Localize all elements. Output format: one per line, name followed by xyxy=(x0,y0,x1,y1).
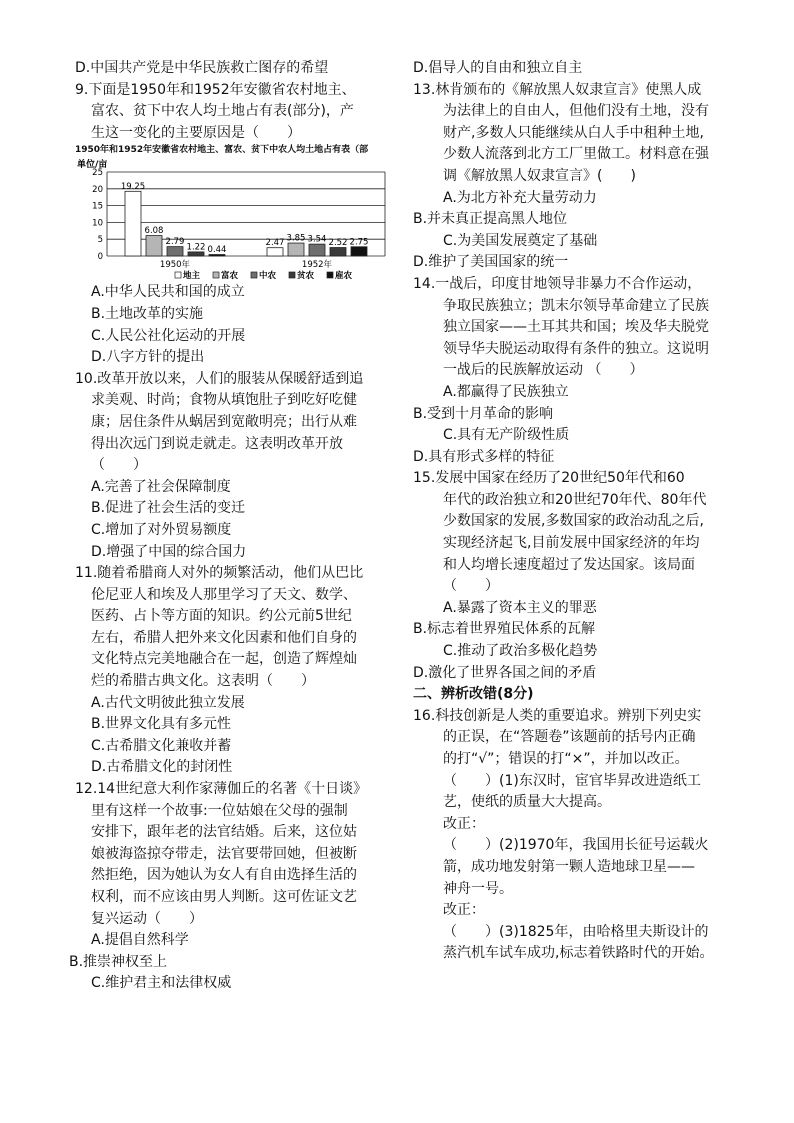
correction-label: 改正： xyxy=(443,815,485,832)
q10-options xyxy=(75,477,395,563)
option-b: B.土地改革的实施 xyxy=(91,305,204,322)
q16-item-3: （ ）(3)1825年，由哈格里夫斯设计的 蒸汽机车试车成功,标志着铁路时代的开始。 xyxy=(443,923,714,962)
option-c: C.古希腊文化兼收并蓄 xyxy=(91,737,232,754)
legend-label: 雇农 xyxy=(335,271,353,281)
q9-stem: 9.下面是1950年和1952年安徽省农村地主、 富农、贫下中农人均土地占有表(部分)，产 生这一变化的主要原因是（ ） xyxy=(75,81,356,141)
q15-option-a: A.暴露了资本主义的罪恶 xyxy=(443,599,597,616)
option-c: C.人民公社化运动的开展 xyxy=(91,327,246,344)
q12-stem: 12.14世纪意大利作家薄伽丘的名著《十日谈》 里有这样一个故事:一位姑娘在父母的强制 安排下，跟年老的法官结婚。后来，这位姑 娘被海盗掠夺带走，法官要带回她，但被断 然拒绝，因为她认为女人有自由选择生活的 权利，而不应该由男人判断。这可佐证文艺 复兴运动（ ） xyxy=(75,781,368,927)
q14-option-b: B.受到十月革命的影响 xyxy=(413,405,554,422)
y-tick-label: 0 xyxy=(97,252,103,263)
q13-option-a: A.为北方补充大量劳动力 xyxy=(443,189,597,206)
data-label: 2.79 xyxy=(165,237,185,248)
bar-中农 xyxy=(309,244,325,256)
category-label: 1950年 xyxy=(159,260,191,271)
bar-富农 xyxy=(146,236,162,256)
q12-option-d: D.倡导人的自由和独立自主 xyxy=(413,60,583,76)
data-label: 2.75 xyxy=(349,237,369,248)
option-a: A.古代文明彼此独立发展 xyxy=(91,694,245,711)
data-label: 2.47 xyxy=(265,238,285,249)
section-heading: 二、辨析改错(8分) xyxy=(413,686,534,703)
q13-option-d: D.维护了美国国家的统一 xyxy=(413,254,569,271)
bar-地主 xyxy=(267,248,283,256)
legend-label: 地主 xyxy=(183,271,201,281)
option-a: A.完善了社会保障制度 xyxy=(91,478,231,495)
q12-option-c: C.维护君主和法律权威 xyxy=(91,975,232,992)
q13-stem: 13.林肯颁布的《解放黑人奴隶宣言》使黑人成 为法律上的自由人，但他们没有土地，没有 财产,多数人只能继续从白人手中租种土地, 少数人流落到北方工厂里做工。材料意在强 调《解放黑人奴隶宣言》( ) xyxy=(413,81,709,184)
q15-option-d: D.激化了世界各国之间的矛盾 xyxy=(413,664,597,681)
correction-label: 改正： xyxy=(443,902,485,919)
legend-label: 中农 xyxy=(259,271,277,281)
legend-swatch xyxy=(251,272,257,278)
data-label: 6.08 xyxy=(144,226,164,237)
option-b: B.世界文化具有多元性 xyxy=(91,716,232,733)
option-d: D.古希腊文化的封闭性 xyxy=(91,759,233,776)
data-label: 2.52 xyxy=(328,238,348,249)
left-column xyxy=(69,58,395,995)
bar-贫农 xyxy=(330,248,346,256)
data-label: 3.54 xyxy=(307,234,327,245)
y-tick-label: 25 xyxy=(92,168,103,179)
data-label: 3.85 xyxy=(286,233,306,244)
bar-chart-svg xyxy=(75,158,395,280)
q12-option-a: A.提倡自然科学 xyxy=(91,932,189,949)
q14-option-d: D.具有形式多样的特征 xyxy=(413,448,555,465)
y-tick-label: 15 xyxy=(92,201,103,212)
q16-item-1: （ ）(1)东汉时，宦官毕昇改进造纸工 艺，使纸的质量大大提高。 改正： xyxy=(413,771,743,836)
bar-富农 xyxy=(288,243,304,256)
option-c: C.增加了对外贸易额度 xyxy=(91,521,232,538)
q16-stem: 16.科技创新是人类的重要追求。辨别下列史实 的正误，在“答题卷”该题前的括号内正确 的打“√”；错误的打“×”，并加以改正。 xyxy=(413,707,702,767)
q10-stem: 10.改革开放以来，人们的服装从保暖舒适到追 求美观、时尚；食物从填饱肚子到吃好吃健 康；居住条件从蜗居到宽敞明亮；出行从难 得出次远门到说走就走。这表明改革开放 （ ） xyxy=(75,370,364,474)
option-d: D.增强了中国的综合国力 xyxy=(91,543,247,560)
legend-swatch xyxy=(327,272,333,278)
q14-option-a: A.都赢得了民族独立 xyxy=(443,383,569,400)
category-label: 1952年 xyxy=(301,260,333,271)
q13-option-b: B.并未真正提高黑人地位 xyxy=(413,211,568,228)
legend-swatch xyxy=(289,272,295,278)
bar-贫农 xyxy=(188,252,204,256)
q8-option-d: D.中国共产党是中华民族救亡图存的希望 xyxy=(75,60,329,76)
q11-stem: 11.随着希腊商人对外的频繁活动，他们从巴比 伦尼亚人和埃及人那里学习了天文、数学、 医药、占卜等方面的知识。约公元前5世纪 左右，希腊人把外来文化因素和他们自身的 文化特点完美地融合在一起，创造了辉煌灿 烂的希腊古典文化。这表明（ ） xyxy=(75,565,364,690)
data-label: 19.25 xyxy=(120,182,146,193)
data-label: 0.44 xyxy=(207,245,227,256)
unit-label: 单位/亩 xyxy=(77,160,108,171)
q15-stem: 15.发展中国家在经历了20世纪50年代和60 年代的政治独立和20世纪70年代、80年代 少数国家的发展,多数国家的政治动乱之后, 实现经济起飞,目前发展中国家经济的年均 和人均增长速度超过了发达国家。该局面 （ ） xyxy=(413,470,707,595)
q12-option-b: B.推崇神权至上 xyxy=(69,953,168,970)
bar-地主 xyxy=(125,192,141,257)
y-tick-label: 10 xyxy=(92,218,103,229)
legend-swatch xyxy=(175,272,181,278)
q9-options xyxy=(75,282,395,368)
option-a: A.中华人民共和国的成立 xyxy=(91,284,245,301)
legend-swatch xyxy=(213,272,219,278)
option-b: B.促进了社会生活的变迁 xyxy=(91,500,246,517)
chart-title: 1950年和1952年安徽省农村地主、富农、贫下中农人均土地占有表（部 xyxy=(75,145,369,156)
option-d: D.八字方针的提出 xyxy=(91,349,205,366)
bar-中农 xyxy=(167,247,183,256)
q14-stem: 14.一战后，印度甘地领导非暴力不合作运动， 争取民族独立；凯末尔领导革命建立了民族 独立国家——土耳其共和国；埃及华夫脱党 领导华夫脱运动取得有条件的独立。这说明 一战后的民族解放运动 （ ） xyxy=(413,275,709,379)
q11-options xyxy=(75,693,395,779)
legend-label: 富农 xyxy=(221,271,239,281)
legend-label: 贫农 xyxy=(297,271,315,281)
q14-option-c: C.具有无产阶级性质 xyxy=(443,427,570,444)
q15-option-c: C.推动了政治多极化趋势 xyxy=(443,643,598,660)
q16-item-2: （ ）(2)1970年，我国用长征号运载火 箭，成功地发射第一颗人造地球卫星—— 神舟一号。 改正： xyxy=(413,835,743,921)
data-label: 1.22 xyxy=(186,242,206,253)
land-chart xyxy=(75,158,395,280)
q13-option-c: C.为美国发展奠定了基础 xyxy=(443,232,598,249)
y-tick-label: 5 xyxy=(97,235,103,246)
q15-option-b: B.标志着世界殖民体系的瓦解 xyxy=(413,621,596,638)
right-column xyxy=(413,58,743,965)
bar-雇农 xyxy=(351,247,367,256)
y-tick-label: 20 xyxy=(92,185,103,196)
